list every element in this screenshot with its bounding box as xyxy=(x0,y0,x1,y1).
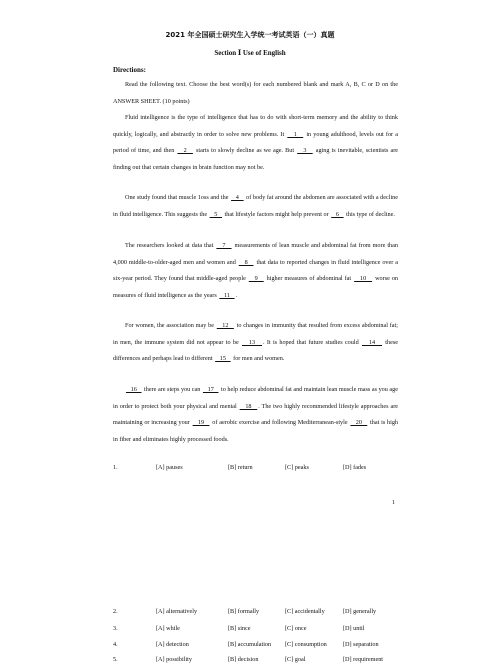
option-b: [B] formally xyxy=(228,608,260,615)
option-row xyxy=(113,464,403,474)
blank-18: 18 xyxy=(239,402,258,410)
blank-10: 10 xyxy=(354,275,373,282)
question-number: 4. xyxy=(113,641,118,648)
option-row xyxy=(113,625,403,635)
option-d: [D] until xyxy=(343,625,365,632)
option-b: [B] since xyxy=(228,625,251,632)
option-a: [A] while xyxy=(156,625,180,632)
option-d: [D] separation xyxy=(343,641,379,648)
option-row xyxy=(113,656,403,666)
paragraph-instructions: Read the following text. Choose the best word(s) for each numbered blank and mark A, B, C or D on the ANSWER SHEET. (10 points) xyxy=(113,81,398,105)
option-c: [C] accidentally xyxy=(285,608,325,615)
option-c: [C] goal xyxy=(285,656,306,663)
paragraph-2: One study found that muscle 1oss and the 4 of body fat around the abdomen are associated with a decline in fluid intelligence. This suggests the 5 that lifestyle factors might help prevent or 6 this type of decline. xyxy=(113,194,399,218)
blank-20: 20 xyxy=(350,419,368,426)
option-c: [C] once xyxy=(285,625,307,632)
option-c: [C] peaks xyxy=(285,464,309,471)
question-number: 5. xyxy=(113,656,118,663)
exam-title: 2021 年全国硕士研究生入学统一考试英语（一）真题 xyxy=(165,31,335,39)
option-d: [D] generally xyxy=(343,608,377,615)
blank-7: 7 xyxy=(216,242,232,249)
option-b: [B] accumulation xyxy=(228,641,272,648)
blank-12: 12 xyxy=(216,322,234,329)
blank-6: 6 xyxy=(331,210,344,218)
option-b: [B] decision xyxy=(228,656,259,663)
blank-5: 5 xyxy=(209,210,222,218)
option-d: [D] fades xyxy=(343,464,367,471)
blank-17: 17 xyxy=(202,386,219,393)
directions-label: Directions: xyxy=(113,66,146,74)
option-d: [D] requirement xyxy=(343,656,384,663)
blank-9: 9 xyxy=(248,275,264,282)
paragraph-1: Fluid intelligence is the type of intelligence that has to do with short-term memory and the ability to think quickly, logically, and abstractly in order to solve new problems. It 1 in young adulthood, levels out for a period of time, and then 2 starts to slowly decline as we age. But 3 aging is inevitable, scientists are finding out that certain changes in brain function may not be. xyxy=(113,114,399,171)
paragraph-5: 16 there are steps you can 17 to help reduce abdominal fat and maintain lean muscle mass as you age in order to protect both your physical and mental 18 . The two highly recommended lifestyle approaches are maintaining or increasing your 19 of aerobic exercise and following Mediterranean-style 20 that is high in fiber and eliminates highly processed foods. xyxy=(113,386,399,443)
blank-4: 4 xyxy=(231,194,244,201)
blank-16: 16 xyxy=(126,386,142,393)
section-heading: Section Ⅰ Use of English xyxy=(214,49,286,57)
paragraph-4: For women, the association may be 12 to changes in immunity that resulted from excess abdominal fat; in men, the immune system did not appear to be 13 . It is hoped that future studies could 14 these differences and perhaps lead to different 15 for men and women. xyxy=(113,322,399,362)
blank-8: 8 xyxy=(238,258,254,266)
blank-15: 15 xyxy=(215,355,231,362)
blank-13: 13 xyxy=(242,338,263,346)
blank-3: 3 xyxy=(297,147,313,154)
blank-1: 1 xyxy=(287,130,304,138)
option-row xyxy=(113,641,403,651)
blank-11: 11 xyxy=(219,291,235,299)
question-number: 1. xyxy=(113,464,118,471)
blank-2: 2 xyxy=(177,147,193,154)
option-row xyxy=(113,608,403,618)
blank-19: 19 xyxy=(192,419,210,426)
blank-14: 14 xyxy=(362,338,382,346)
option-a: [A] possibility xyxy=(156,656,192,663)
option-a: [A] alternatively xyxy=(156,608,198,615)
option-a: [A] detection xyxy=(156,641,189,648)
option-a: [A] pauses xyxy=(156,464,183,471)
page-number: 1 xyxy=(392,500,395,506)
question-number: 3. xyxy=(113,625,118,632)
option-c: [C] consumption xyxy=(285,641,327,648)
option-b: [B] return xyxy=(228,464,253,471)
question-number: 2. xyxy=(113,608,118,615)
paragraph-3: The researchers looked at data that 7 measurements of lean muscle and abdominal fat from more than 4,000 middle-to-older-aged men and women and 8 that data to reported changes in fluid intelligence over a six-year period. They found that middle-aged people 9 higher measures of abdominal fat 10 worse on measures of fluid intelligence as the years 11 . xyxy=(113,242,399,299)
